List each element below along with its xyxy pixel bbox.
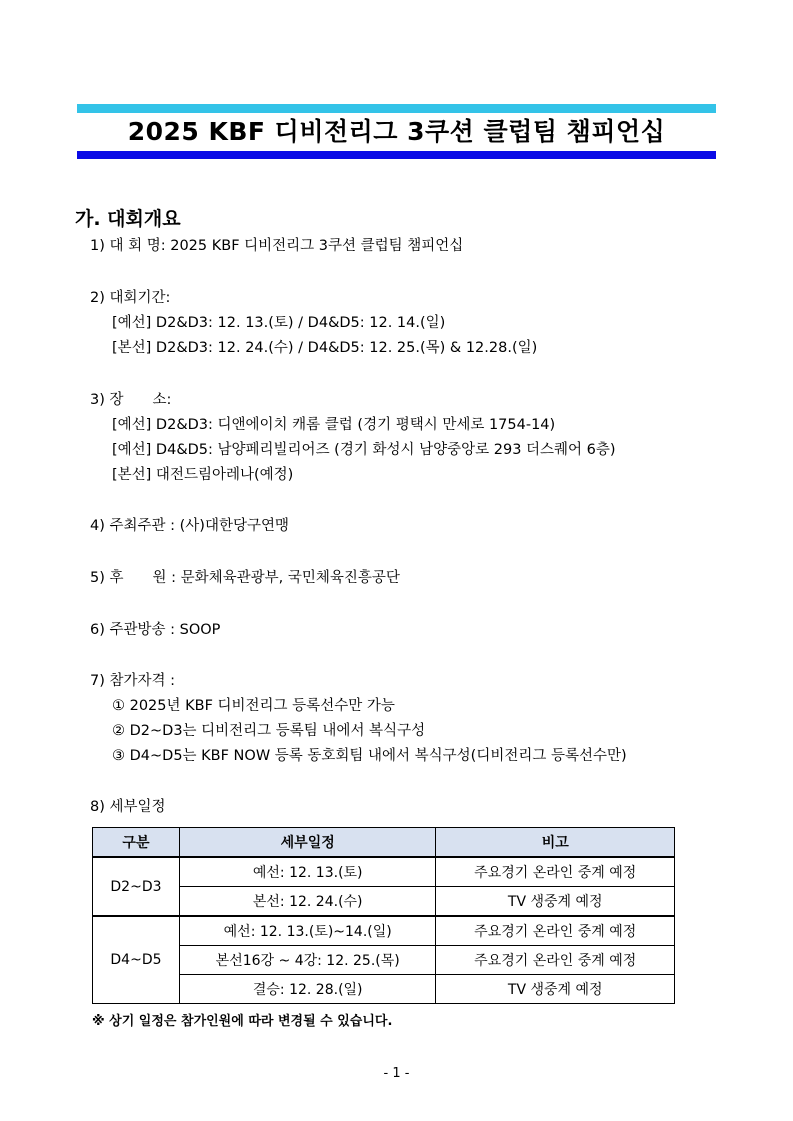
- division-cell: D2~D3: [93, 857, 180, 916]
- header-division: 구분: [93, 828, 180, 858]
- item-venue-2: [예선] D4&D5: 남양페리빌리어즈 (경기 화성시 남양중앙로 293 더스퀘어 6층): [112, 442, 616, 458]
- item-host: 4) 주최주관 : (사)대한당구연맹: [90, 518, 289, 534]
- item-schedule-label: 8) 세부일정: [90, 799, 166, 815]
- item-eligibility-2: ② D2~D3는 디비전리그 등록팀 내에서 복식구성: [112, 723, 426, 739]
- item-venue-1: [예선] D2&D3: 디앤에이치 캐롬 클럽 (경기 평택시 만세로 1754-14): [112, 417, 556, 433]
- schedule-cell: 결승: 12. 28.(일): [179, 975, 436, 1004]
- page-title: 2025 KBF 디비전리그 3쿠션 클럽팀 챔피언십: [127, 117, 666, 146]
- item-event-name: 1) 대 회 명: 2025 KBF 디비전리그 3쿠션 클럽팀 챔피언십: [90, 238, 464, 254]
- item-eligibility-3: ③ D4~D5는 KBF NOW 등록 동호회팀 내에서 복식구성(디비전리그 등록선수만): [112, 748, 627, 764]
- schedule-cell: 본선16강 ~ 4강: 12. 25.(목): [179, 946, 436, 975]
- item-eligibility-label: 7) 참가자격 :: [90, 673, 176, 689]
- item-period-prelim: [예선] D2&D3: 12. 13.(토) / D4&D5: 12. 14.(일): [112, 315, 446, 331]
- item-broadcast: 6) 주관방송 : SOOP: [90, 622, 221, 638]
- table-header-row: [93, 828, 675, 858]
- item-venue-3: [본선] 대전드림아레나(예정): [112, 467, 294, 483]
- section-title: 가. 대회개요: [75, 208, 181, 230]
- banner-top-stripe: [77, 104, 716, 113]
- banner-bottom-stripe: [77, 151, 716, 159]
- schedule-cell: 본선: 12. 24.(수): [179, 887, 436, 917]
- footnote: ※ 상기 일정은 참가인원에 따라 변경될 수 있습니다.: [92, 1014, 393, 1029]
- item-eligibility-1: ① 2025년 KBF 디비전리그 등록선수만 가능: [112, 698, 395, 714]
- title-banner: [77, 104, 716, 159]
- table-row: [93, 975, 675, 1004]
- item-period-label: 2) 대회기간:: [90, 290, 171, 306]
- item-sponsor: 5) 후 원 : 문화체육관광부, 국민체육진흥공단: [90, 570, 400, 586]
- table-row: [93, 857, 675, 887]
- header-schedule: 세부일정: [179, 828, 436, 858]
- table-row: [93, 916, 675, 946]
- schedule-table: [92, 827, 675, 1004]
- schedule-cell: 예선: 12. 13.(토): [179, 857, 436, 887]
- note-cell: 주요경기 온라인 중계 예정: [436, 916, 675, 946]
- note-cell: 주요경기 온라인 중계 예정: [436, 857, 675, 887]
- item-period-final: [본선] D2&D3: 12. 24.(수) / D4&D5: 12. 25.(목) & 12.28.(일): [112, 340, 538, 356]
- division-cell: D4~D5: [93, 916, 180, 1004]
- table-row: [93, 946, 675, 975]
- page-number: - 1 -: [383, 1066, 410, 1081]
- note-cell: 주요경기 온라인 중계 예정: [436, 946, 675, 975]
- table-row: [93, 887, 675, 917]
- item-venue-label: 3) 장 소:: [90, 392, 172, 408]
- schedule-cell: 예선: 12. 13.(토)~14.(일): [179, 916, 436, 946]
- note-cell: TV 생중계 예정: [436, 975, 675, 1004]
- note-cell: TV 생중계 예정: [436, 887, 675, 917]
- header-note: 비고: [436, 828, 675, 858]
